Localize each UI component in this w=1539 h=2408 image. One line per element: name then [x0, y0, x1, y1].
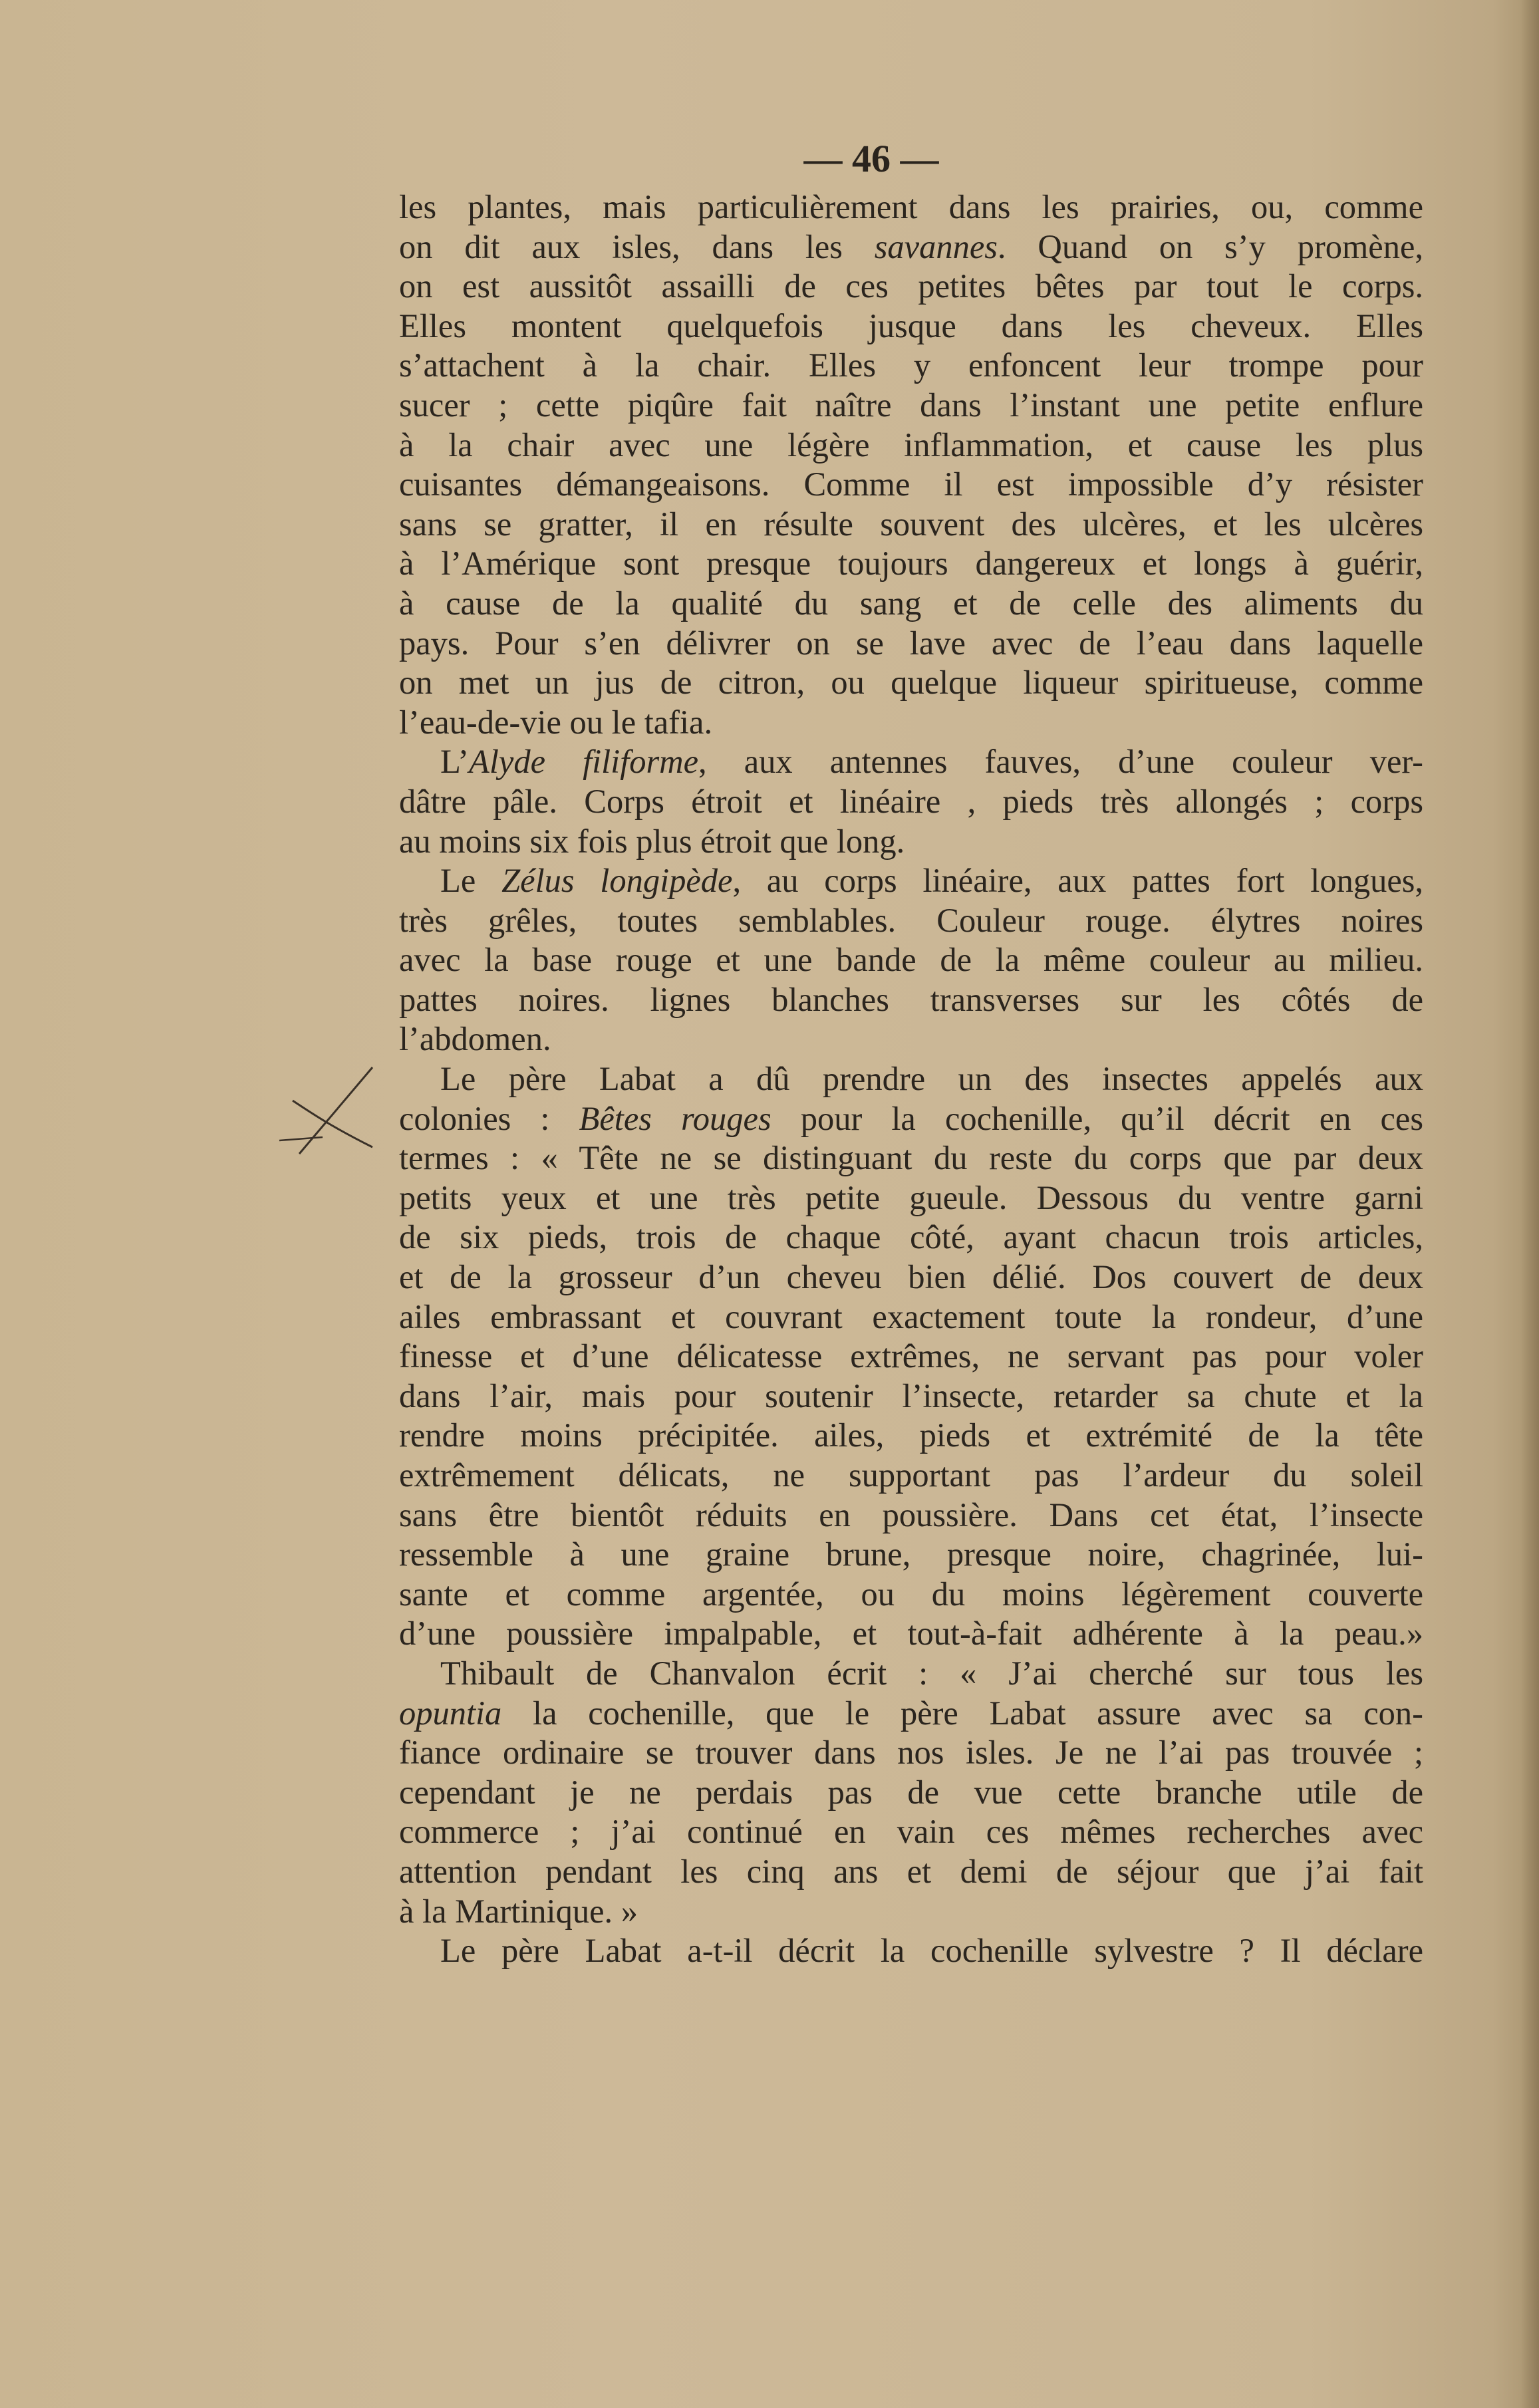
text-span: on dit aux isles, dans les — [399, 227, 875, 265]
text-line — [399, 782, 1423, 822]
text-line — [399, 227, 1423, 267]
text-span: la cochenille, que le père Labat assure avec sa con- — [501, 1694, 1423, 1732]
text-line — [399, 1138, 1423, 1178]
text-span: ailes embrassant et couvrant exactement toute la rondeur, d’une — [399, 1297, 1423, 1335]
text-span: termes : « Tête ne se distinguant du reste du corps que par deux — [399, 1139, 1423, 1177]
page-number: — 46 — — [803, 137, 939, 180]
text-span: L’ — [440, 743, 470, 781]
text-line — [399, 188, 1423, 227]
text-line — [399, 1654, 1423, 1694]
text-line — [399, 624, 1423, 664]
text-span: , au corps linéaire, aux pattes fort longues, — [732, 862, 1424, 900]
text-span: à la Martinique. » — [399, 1892, 638, 1930]
text-span: sucer ; cette piqûre fait naître dans l’instant une petite enflure — [399, 386, 1423, 424]
margin-annotation-mark — [273, 1061, 392, 1160]
text-line — [399, 386, 1423, 426]
text-line — [399, 1931, 1423, 1971]
text-line — [399, 1694, 1423, 1734]
text-span: dans l’air, mais pour soutenir l’insecte, retarder sa chute et la — [399, 1377, 1423, 1414]
text-line — [399, 1258, 1423, 1297]
text-line — [399, 1178, 1423, 1218]
text-line — [399, 901, 1423, 941]
italic-span: Alyde filiforme — [469, 743, 699, 781]
text-span: Elles montent quelquefois jusque dans les cheveux. Elles — [399, 307, 1423, 344]
text-span: à la chair avec une légère inflammation, et cause les plus — [399, 426, 1423, 464]
italic-span: opuntia — [399, 1694, 502, 1732]
text-span: à cause de la qualité du sang et de celle des aliments du — [399, 584, 1423, 622]
text-line — [399, 307, 1423, 346]
text-span: sans être bientôt réduits en poussière. Dans cet état, l’insecte — [399, 1496, 1423, 1534]
text-span: Le père Labat a dû prendre un des insectes appelés aux — [440, 1060, 1423, 1098]
text-span: on est aussitôt assailli de ces petites bêtes par tout le corps. — [399, 267, 1423, 305]
text-line — [399, 861, 1423, 901]
italic-span: Bêtes rouges — [579, 1099, 771, 1137]
text-span: commerce ; j’ai continué en vain ces mêmes recherches avec — [399, 1813, 1423, 1851]
text-line — [399, 1218, 1423, 1258]
text-line — [399, 584, 1423, 624]
text-line — [399, 1852, 1423, 1892]
text-span: extrêmement délicats, ne supportant pas l’ardeur du soleil — [399, 1456, 1423, 1494]
text-line — [399, 1416, 1423, 1456]
text-line — [399, 742, 1423, 782]
text-line — [399, 1892, 1423, 1932]
text-span: dâtre pâle. Corps étroit et linéaire , pieds très allongés ; corps — [399, 782, 1423, 820]
text-line — [399, 544, 1423, 584]
text-span: au moins six fois plus étroit que long. — [399, 822, 905, 860]
text-span: sans se gratter, il en résulte souvent des ulcères, et les ulcères — [399, 505, 1423, 543]
text-span: de six pieds, trois de chaque côté, ayant chacun trois articles, — [399, 1218, 1423, 1256]
text-span: pays. Pour s’en délivrer on se lave avec de l’eau dans laquelle — [399, 624, 1423, 662]
text-span: à l’Amérique sont presque toujours dangereux et longs à guérir, — [399, 545, 1423, 583]
text-line — [399, 1099, 1423, 1139]
text-line — [399, 426, 1423, 466]
text-span: pour la cochenille, qu’il décrit en ces — [771, 1099, 1423, 1137]
text-line — [399, 267, 1423, 307]
text-span: attention pendant les cinq ans et demi de séjour que j’ai fait — [399, 1852, 1423, 1890]
text-span: d’une poussière impalpable, et tout-à-fait adhérente à la peau.» — [399, 1615, 1423, 1653]
text-span: ressemble à une graine brune, presque noire, chagrinée, lui- — [399, 1536, 1423, 1573]
text-span: Le père Labat a-t-il décrit la cochenille sylvestre ? Il déclare — [440, 1932, 1423, 1970]
text-span: rendre moins précipitée. ailes, pieds et extrémité de la tête — [399, 1416, 1423, 1454]
text-span: finesse et d’une délicatesse extrêmes, ne servant pas pour voler — [399, 1337, 1423, 1375]
text-line — [399, 1059, 1423, 1099]
text-line — [399, 1773, 1423, 1813]
text-span: et de la grosseur d’un cheveu bien délié. Dos couvert de deux — [399, 1258, 1423, 1296]
text-line — [399, 1297, 1423, 1337]
italic-span: savannes — [874, 227, 998, 265]
text-span: Le — [440, 862, 502, 900]
text-line — [399, 1337, 1423, 1377]
text-span: l’eau-de-vie ou le tafia. — [399, 703, 713, 741]
text-span: colonies : — [399, 1099, 579, 1137]
text-line — [399, 1377, 1423, 1416]
text-line — [399, 1733, 1423, 1773]
text-span: Thibault de Chanvalon écrit : « J’ai cherché sur tous les — [440, 1654, 1423, 1692]
text-line — [399, 1496, 1423, 1536]
text-line — [399, 505, 1423, 545]
text-span: cependant je ne perdais pas de vue cette branche utile de — [399, 1773, 1423, 1811]
text-line — [399, 1575, 1423, 1615]
text-line — [399, 822, 1423, 862]
text-line — [399, 1812, 1423, 1852]
text-line — [399, 663, 1423, 703]
text-span: cuisantes démangeaisons. Comme il est impossible d’y résister — [399, 466, 1423, 503]
text-span: les plantes, mais particulièrement dans les prairies, ou, comme — [399, 188, 1423, 225]
text-line — [399, 1456, 1423, 1496]
text-span: avec la base rouge et une bande de la même couleur au milieu. — [399, 941, 1423, 979]
text-line — [399, 1614, 1423, 1654]
text-line — [399, 1535, 1423, 1575]
text-span: petits yeux et une très petite gueule. Dessous du ventre garni — [399, 1178, 1423, 1216]
text-span: on met un jus de citron, ou quelque liqueur spiritueuse, comme — [399, 664, 1423, 702]
text-span: , aux antennes fauves, d’une couleur ver- — [698, 743, 1423, 781]
text-span: . Quand on s’y promène, — [997, 227, 1423, 265]
italic-span: Zélus longipède — [501, 862, 733, 900]
text-span: pattes noires. lignes blanches transverses sur les côtés de — [399, 980, 1423, 1018]
text-line — [399, 1019, 1423, 1059]
text-line — [399, 940, 1423, 980]
text-span: très grêles, toutes semblables. Couleur rouge. élytres noires — [399, 901, 1423, 939]
text-line — [399, 980, 1423, 1020]
body-text — [399, 188, 1423, 1971]
text-line — [399, 703, 1423, 743]
page-edge-shadow — [1520, 0, 1539, 2408]
text-span: sante et comme argentée, ou du moins légèrement couverte — [399, 1575, 1423, 1613]
text-line — [399, 465, 1423, 505]
text-span: fiance ordinaire se trouver dans nos isles. Je ne l’ai pas trouvée ; — [399, 1734, 1423, 1772]
text-line — [399, 346, 1423, 386]
text-span: s’attachent à la chair. Elles y enfoncent leur trompe pour — [399, 346, 1423, 384]
text-span: l’abdomen. — [399, 1020, 551, 1058]
